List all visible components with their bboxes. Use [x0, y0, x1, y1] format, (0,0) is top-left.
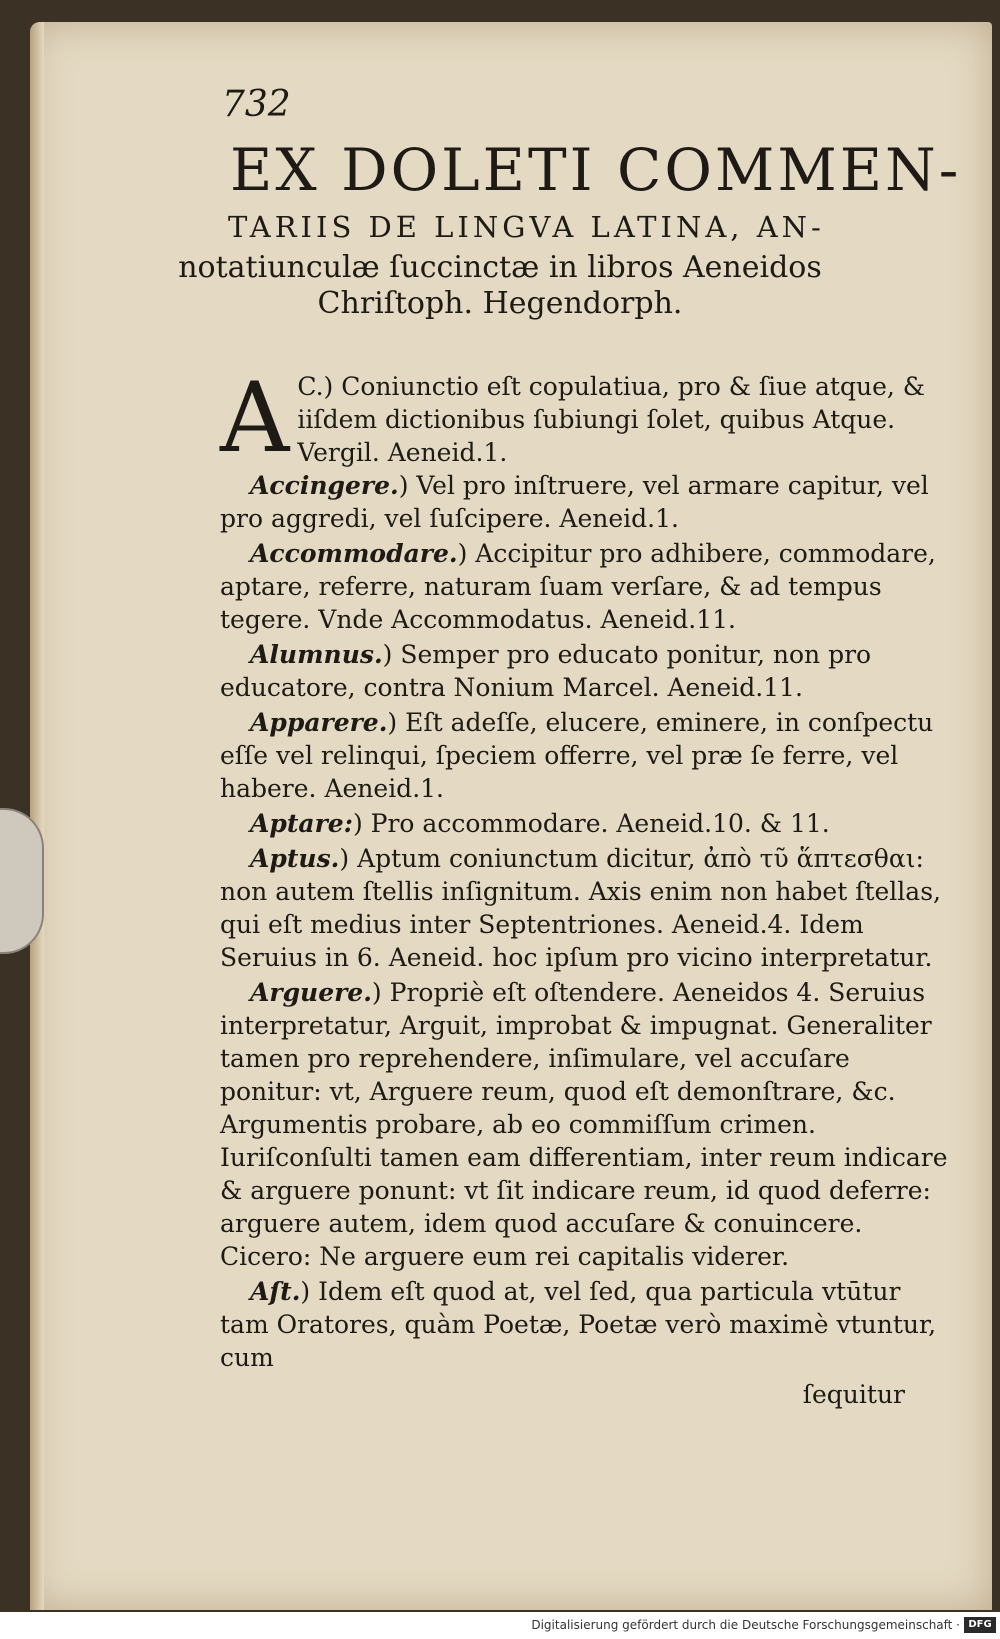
funding-credit: Digitalisierung gefördert durch die Deutsche Forschungsgemeinschaft · — [531, 1618, 960, 1632]
entry-alumnus — [220, 638, 955, 704]
entry-text: ) Propriè eſt oſtendere. Aeneidos 4. Seruius interpretatur, Arguit, improbat & impugnat. Generaliter tamen pro reprehendere, inſimulare, vel accuſare ponitur: vt, Arguere reum, quod eſt demonſtrare, &c. Argumentis probare, ab eo commiſſum crimen. Iuriſconſulti tamen eam differentiam, inter reum indicare & arguere ponunt: vt ſit indicare reum, id quod deferre: arguere autem, idem quod accuſare & conuincere. Cicero: Ne arguere eum rei capitalis viderer. — [220, 978, 948, 1271]
headword: Accommodare. — [250, 539, 458, 568]
entry-accommodare — [220, 537, 955, 636]
subtitle-line-2: notatiunculæ ſuccinctæ in libros Aeneidos — [178, 250, 822, 285]
page-title: EX DOLETI COMMEN- — [230, 136, 962, 204]
entry-ast — [220, 1275, 955, 1374]
entry-text: ) Pro accommodare. Aeneid.10. & 11. — [352, 809, 830, 838]
entry-arguere — [220, 976, 955, 1273]
entry-text: ) Semper pro educato ponitur, non pro educatore, contra Nonium Marcel. Aeneid.11. — [220, 640, 872, 702]
dictionary-body — [220, 362, 955, 1411]
entry-accingere — [220, 469, 955, 535]
page-number: 732 — [222, 84, 291, 125]
headword: Aſt. — [250, 1277, 301, 1306]
catchword: ſequitur — [802, 1380, 905, 1409]
entry-text: ) Accipitur pro adhibere, commodare, aptare, referre, naturam ſuam verſare, & ad tempus tegere. Vnde Accommodatus. Aeneid.11. — [220, 539, 936, 634]
intro-text: C.) Coniunctio eſt copulatiua, pro & ſiue atque, & iiſdem dictionibus ſubiungi ſolet, quibus Atque. Vergil. Aeneid.1. — [297, 372, 926, 467]
subtitle-line-1: TARIIS DE LINGVA LATINA, AN- — [228, 210, 825, 244]
headword: Apparere. — [250, 708, 388, 737]
page-clip — [0, 808, 44, 954]
entry-text: ) Idem eſt quod at, vel ſed, qua particula vtūtur tam Oratores, quàm Poetæ, Poetæ verò maximè vtuntur, cum — [220, 1277, 937, 1372]
headword: Accingere. — [250, 471, 399, 500]
subtitle-line-3: Chriſtoph. Hegendorph. — [317, 286, 683, 321]
entry-text: ) Aptum coniunctum dicitur, ἀπὸ τῦ ἅπτεσθαι: non autem ſtellis inſignitum. Axis enim non habet ſtellas, qui eſt medius inter Septentriones. Aeneid.4. Idem Seruius in 6. Aeneid. hoc ipſum pro vicino interpretatur. — [220, 844, 941, 972]
entry-aptare — [220, 807, 955, 840]
footer-bar — [0, 1612, 1000, 1639]
headword: Aptus. — [250, 844, 340, 873]
headword: Arguere. — [250, 978, 372, 1007]
entry-text: ) Vel pro inſtruere, vel armare capitur, vel pro aggredi, vel ſuſcipere. Aeneid.1. — [220, 471, 929, 533]
dfg-logo: DFG — [964, 1617, 996, 1633]
entry-text: ) Eſt adeſſe, elucere, eminere, in conſpectu eſſe vel relinqui, ſpeciem offerre, vel præ ſe ferre, vel habere. Aeneid.1. — [220, 708, 934, 803]
headword: Alumnus. — [250, 640, 383, 669]
headword: Aptare: — [250, 809, 353, 838]
drop-cap: A — [220, 362, 290, 474]
entry-apparere — [220, 706, 955, 805]
intro-entry — [220, 362, 955, 474]
entry-aptus — [220, 842, 955, 974]
